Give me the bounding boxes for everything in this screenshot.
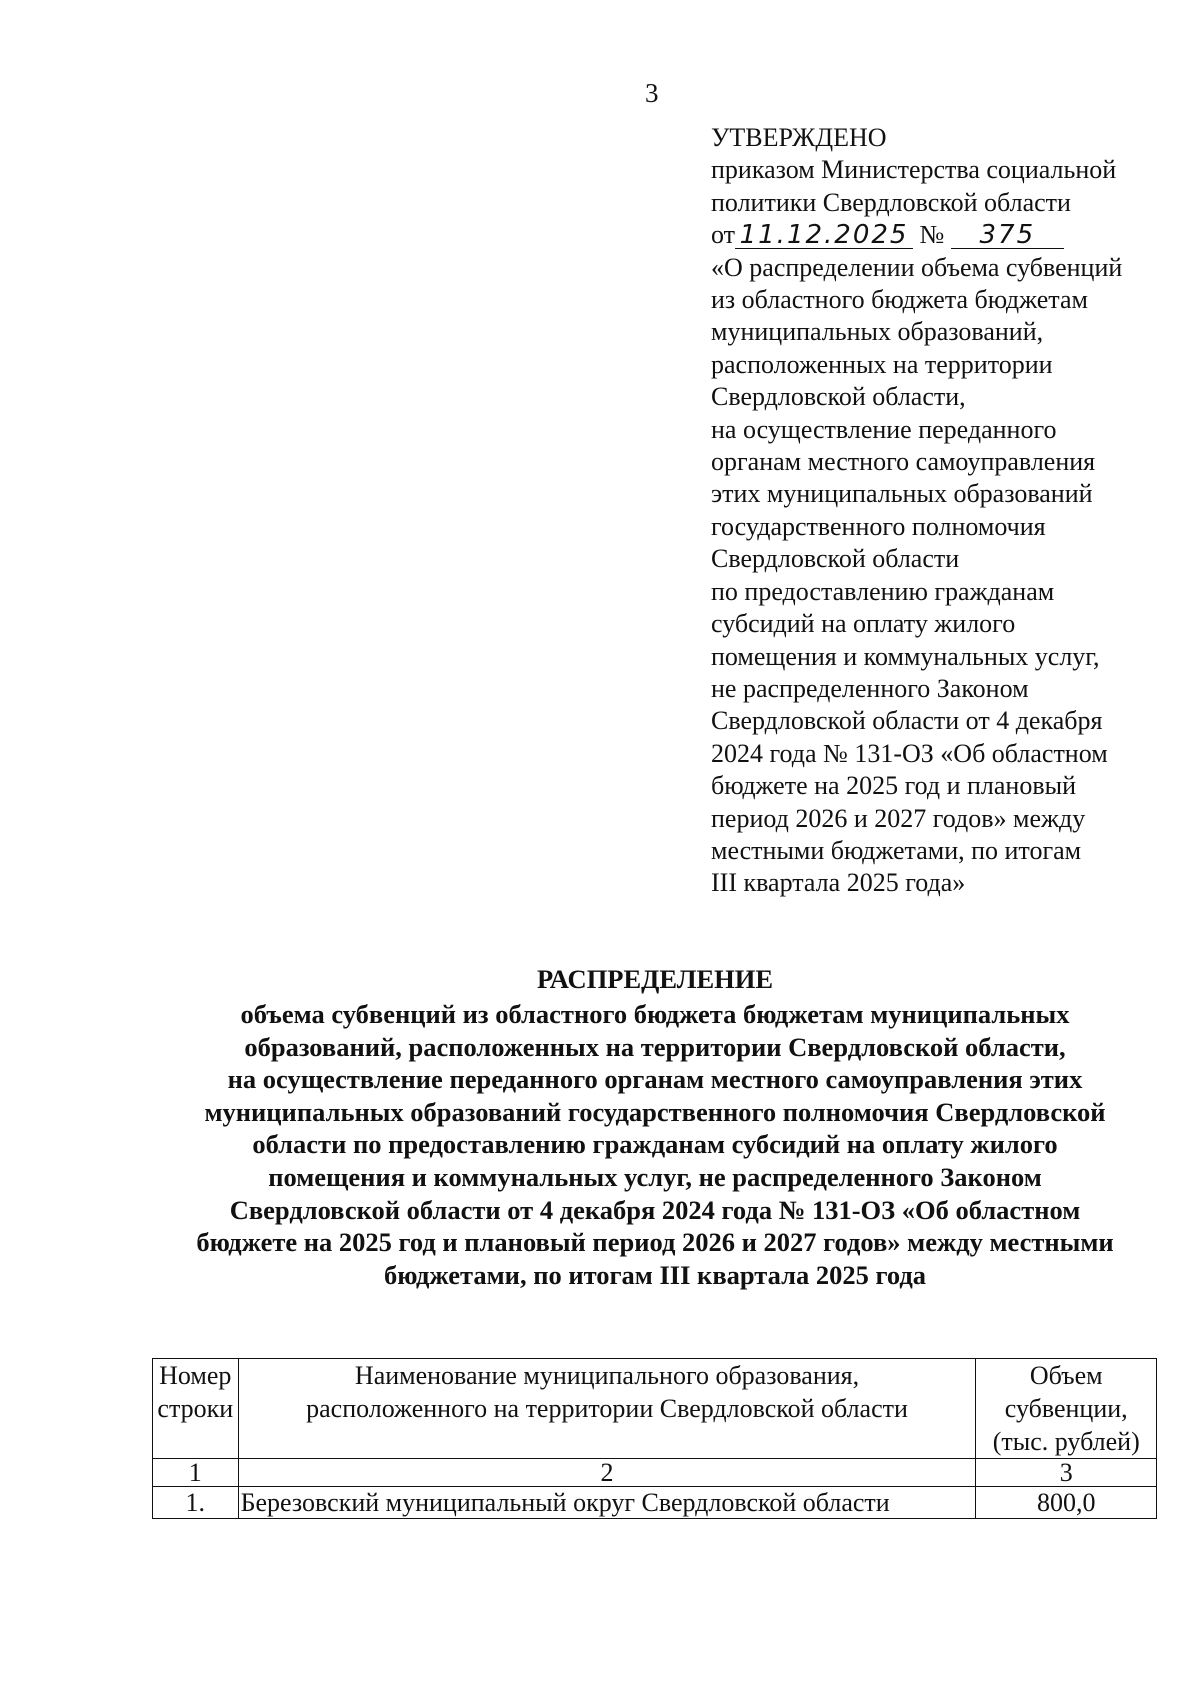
page-number: 3 bbox=[645, 78, 659, 108]
document-heading: РАСПРЕДЕЛЕНИЕ bbox=[536, 964, 774, 994]
header-text: расположенного на территории Свердловской области bbox=[306, 1394, 908, 1423]
subtitle-line: бюджете на 2025 год и плановый период 2026 и 2027 годов» между местными bbox=[196, 1227, 1114, 1258]
subtitle-line: Свердловской области от 4 декабря 2024 года № 131-ОЗ «Об областном bbox=[229, 1194, 1081, 1225]
column-index: 3 bbox=[976, 1459, 1157, 1487]
header-text: строки bbox=[157, 1394, 234, 1423]
subtitle-line: на осуществление переданного органам местного самоуправления этих bbox=[227, 1064, 1083, 1095]
number-prefix: № bbox=[919, 220, 945, 250]
order-title-line: муниципальных образований, bbox=[711, 317, 1044, 347]
order-title-line: Свердловской области bbox=[711, 544, 960, 574]
distribution-table bbox=[152, 1358, 1157, 1519]
order-title-line: на осуществление переданного bbox=[711, 414, 1057, 444]
header-text: субвенции, bbox=[1004, 1394, 1128, 1423]
row-number-cell: 1. bbox=[153, 1487, 239, 1519]
order-title-line: этих муниципальных образований bbox=[711, 479, 1093, 509]
amount-cell: 800,0 bbox=[976, 1487, 1157, 1519]
header-text: Объем bbox=[1029, 1361, 1103, 1390]
approval-title: УТВЕРЖДЕНО bbox=[711, 123, 887, 152]
municipality-name-cell: Березовский муниципальный округ Свердловской области bbox=[238, 1487, 976, 1519]
header-text: (тыс. рублей) bbox=[992, 1427, 1140, 1456]
order-title-line: по предоставлению гражданам bbox=[711, 576, 1055, 606]
order-title-line: Свердловской области от 4 декабря bbox=[711, 706, 1103, 736]
subtitle-line: объема субвенций из областного бюджета бюджетам муниципальных bbox=[240, 999, 1070, 1029]
order-title-line: из областного бюджета бюджетам bbox=[711, 285, 1088, 315]
header-municipality-name bbox=[238, 1359, 976, 1459]
order-title-line: помещения и коммунальных услуг, bbox=[711, 641, 1100, 671]
order-title-line: период 2026 и 2027 годов» между bbox=[711, 803, 1086, 833]
header-text: Номер bbox=[159, 1361, 232, 1390]
table-row bbox=[153, 1487, 1157, 1519]
approval-block bbox=[711, 122, 1181, 900]
handwritten-number: 375 bbox=[951, 222, 1064, 249]
subtitle-line: области по предоставлению гражданам субсидий на оплату жилого bbox=[252, 1129, 1058, 1160]
approval-line: приказом Министерства социальной bbox=[711, 155, 1117, 185]
approval-line: политики Свердловской области bbox=[711, 187, 1071, 217]
subtitle-line: образований, расположенных на территории Свердловской области, bbox=[244, 1031, 1066, 1062]
order-title-line: 2024 года № 131-ОЗ «Об областном bbox=[711, 738, 1108, 768]
order-title-line: «О распределении объема субвенций bbox=[711, 252, 1123, 282]
order-title-line: бюджете на 2025 год и плановый bbox=[711, 771, 1076, 801]
subtitle-line: помещения и коммунальных услуг, не распределенного Законом bbox=[268, 1161, 1042, 1192]
document-subtitle bbox=[150, 998, 1160, 1291]
order-title-line: не распределенного Законом bbox=[711, 673, 1029, 703]
order-title-line: органам местного самоуправления bbox=[711, 447, 1096, 477]
order-title-line: расположенных на территории bbox=[711, 349, 1053, 379]
table-header-row bbox=[153, 1359, 1157, 1459]
subtitle-line: бюджетами, по итогам III квартала 2025 года bbox=[384, 1259, 926, 1290]
handwritten-date: 11.12.2025 bbox=[735, 222, 913, 249]
date-prefix: от bbox=[711, 220, 736, 250]
column-index: 2 bbox=[238, 1459, 976, 1487]
column-index: 1 bbox=[153, 1459, 239, 1487]
header-row-number bbox=[153, 1359, 239, 1459]
header-text: Наименование муниципального образования, bbox=[354, 1361, 860, 1390]
order-title-line: Свердловской области, bbox=[711, 382, 966, 412]
order-title-line: III квартала 2025 года» bbox=[711, 868, 966, 898]
header-subvention-amount bbox=[976, 1359, 1157, 1459]
order-title-line: государственного полномочия bbox=[711, 511, 1046, 541]
column-index-row bbox=[153, 1459, 1157, 1487]
approval-date-line bbox=[711, 219, 1181, 251]
subtitle-line: муниципальных образований государственного полномочия Свердловской bbox=[204, 1096, 1106, 1127]
order-title-line: местными бюджетами, по итогам bbox=[711, 835, 1082, 865]
order-title-line: субсидий на оплату жилого bbox=[711, 609, 1016, 639]
